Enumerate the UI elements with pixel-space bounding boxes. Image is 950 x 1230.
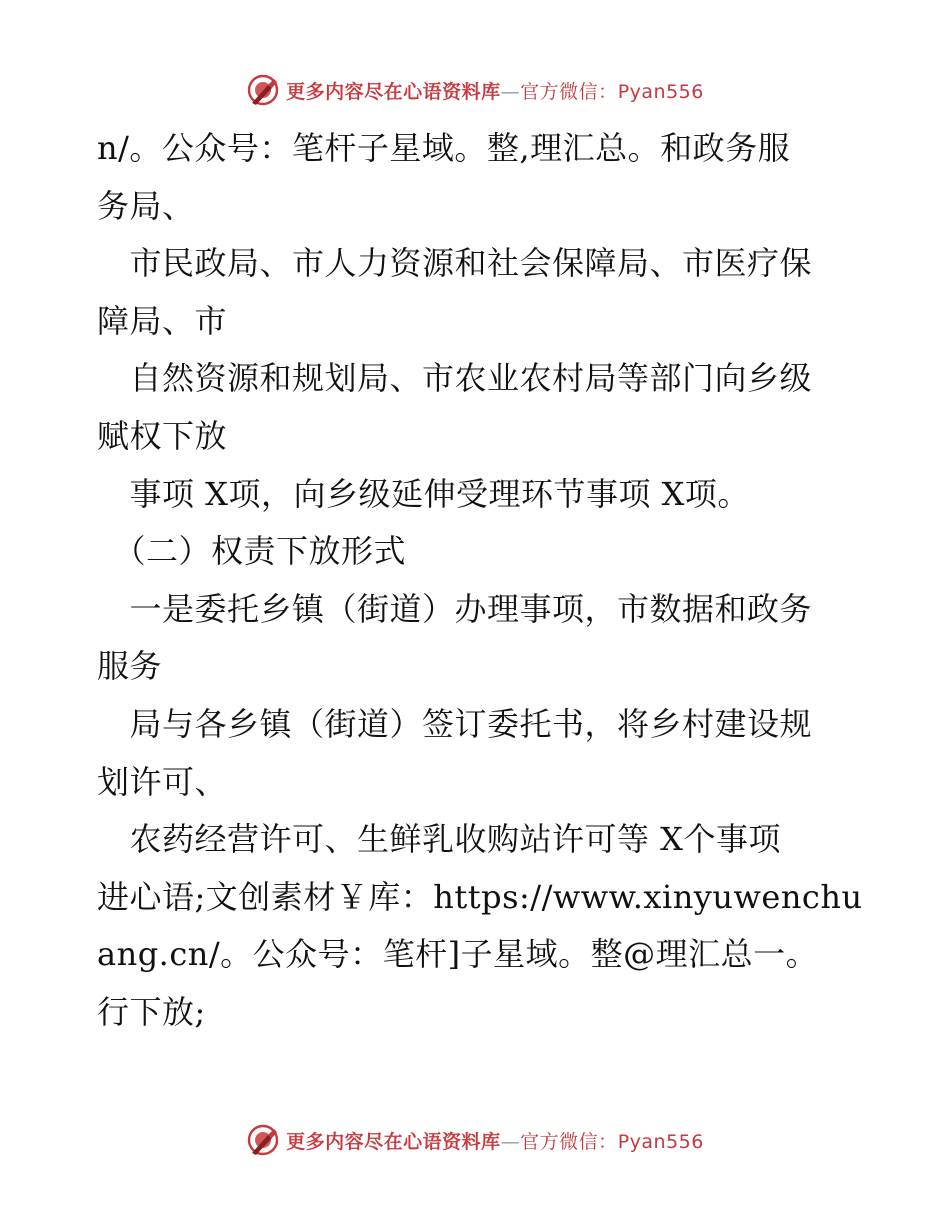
watermark-wechat-label: 官方微信： — [520, 1130, 618, 1153]
watermark-text — [286, 1127, 704, 1154]
section-heading: （二）权责下放形式 — [97, 532, 407, 571]
watermark-main-text: 更多内容尽在心语资料库 — [286, 1130, 501, 1153]
watermark-main-text: 更多内容尽在心语资料库 — [286, 80, 501, 103]
text-line: 一是委托乡镇（街道）办理事项，市数据和政务 — [97, 589, 813, 628]
document-body — [97, 120, 863, 1042]
text-line: 事项 X项，向乡级延伸受理环节事项 X项。 — [97, 474, 750, 513]
text-line: 进心语;文创素材￥库：https://www.xinyuwenchu — [97, 877, 863, 916]
watermark-separator: — — [500, 1130, 521, 1153]
text-line: ang.cn/。公众号：笔杆]子星域。整@理汇总一。 — [97, 935, 819, 974]
text-line: 障局、市 — [97, 301, 228, 340]
watermark-wechat-id: Pyan556 — [617, 80, 704, 103]
text-line: 局与各乡镇（街道）签订委托书，将乡村建设规 — [97, 704, 813, 743]
text-line: 务局、 — [97, 186, 195, 225]
watermark-separator: — — [500, 80, 521, 103]
text-line: n/。公众号：笔杆子星域。整,理汇总。和政务服 — [97, 129, 791, 167]
pen-logo-icon — [246, 73, 280, 107]
watermark-header — [0, 72, 950, 108]
text-line: 服务 — [97, 647, 163, 686]
watermark-wechat-id: Pyan556 — [617, 1130, 704, 1153]
watermark-wechat-label: 官方微信： — [520, 80, 618, 103]
text-line: 自然资源和规划局、市农业农村局等部门向乡级 — [97, 359, 813, 398]
pen-logo-icon — [246, 1123, 280, 1157]
watermark-footer — [0, 1122, 950, 1158]
text-line: 行下放; — [97, 992, 206, 1031]
watermark-text — [286, 77, 704, 104]
text-line: 赋权下放 — [97, 416, 228, 455]
text-line: 划许可、 — [97, 762, 228, 801]
text-line: 市民政局、市人力资源和社会保障局、市医疗保 — [97, 244, 813, 283]
text-line: 农药经营许可、生鲜乳收购站许可等 X个事项 — [97, 820, 781, 859]
